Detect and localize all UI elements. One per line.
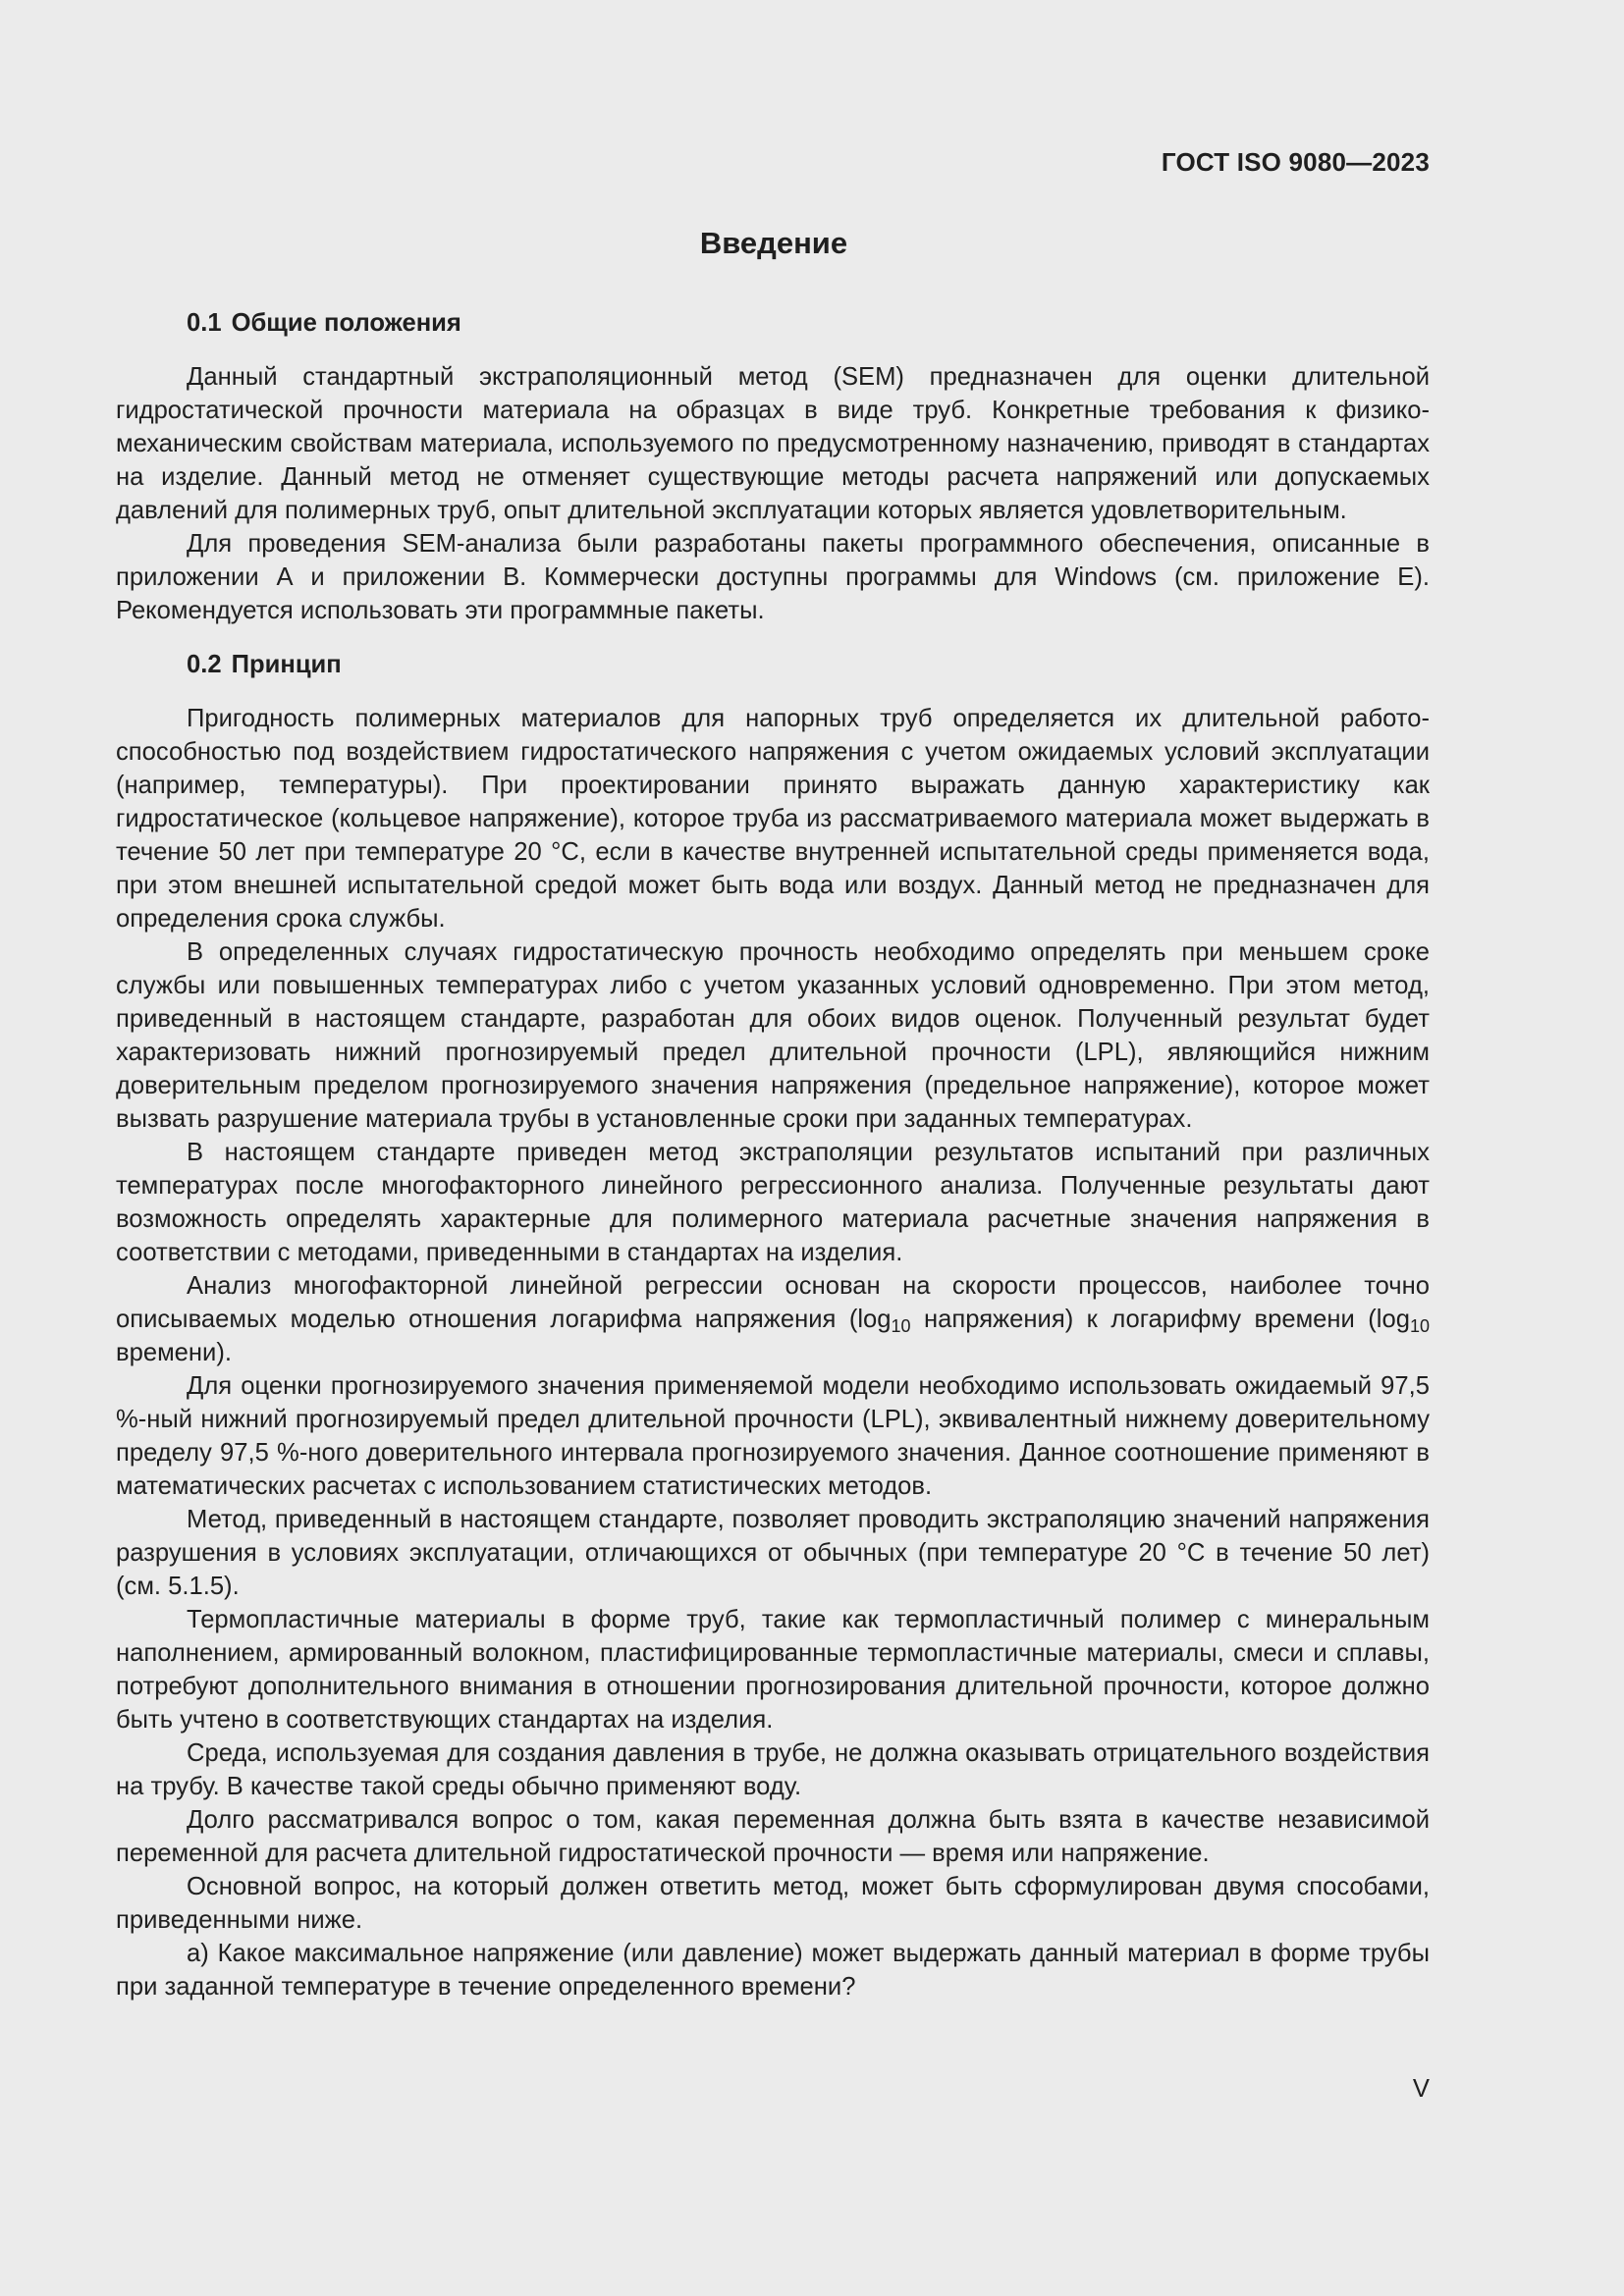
page-title: Введение [699,226,848,260]
paragraph: Термопластичные материалы в форме труб, такие как термопластичный полимер с минеральным наполнением, армированный волокном, пластифицированные термопластичные материалы, смеси и сплавы, потребуют дополнительного внимания в отношении прогнозирования длительной прочности, которое должно быть учтено в соответствующих стандартах на изделия. [116,1606,1430,1734]
section-title: Общие положения [231,309,461,337]
paragraph: Среда, используемая для создания давления в трубе, не должна оказывать отрицательного воздействия на трубу. В качестве такой среды обычно применяют воду. [116,1739,1430,1800]
main-content [116,306,1430,2003]
section-title: Принцип [231,651,342,678]
section-heading-principle [116,648,1430,681]
paragraph: Пригодность полимерных материалов для напорных труб определяется их длительной работоспособностью под воздействием гидростатического напряжения с учетом ожидаемых условий эксплуатации (например, температуры). При проектировании принято выражать данную характеристику как гидростатическое (кольцевое напряжение), которое труба из рассматриваемого материала может выдержать в течение 50 лет при температуре 20 °C, если в качестве внутренней испытательной среды применяется вода, при этом внешней испытательной средой может быть вода или воздух. Данный метод не предназначен для определения срока службы. [116,705,1430,933]
paragraph: В определенных случаях гидростатическую прочность необходимо определять при меньшем сроке службы или повышенных температурах либо с учетом указанных условий одновременно. При этом метод, приведенный в настоящем стандарте, разработан для обоих видов оценок. Полученный результат будет характеризовать нижний прогнозируемый предел длительной прочности (LPL), являющийся нижним доверительным пределом прогнозируемого значения напряжения (предельное напряжение), которое может вызвать разрушение материала трубы в установленные сроки при заданных температурах. [116,938,1430,1133]
paragraph: Для проведения SEM-анализа были разработаны пакеты программного обеспечения, описанные в приложении А и приложении В. Коммерчески доступны программы для Windows (см. приложение Е). Рекомендуется использовать эти программные пакеты. [116,530,1430,624]
text-run: Анализ многофакторной линейной регрессии основан на скорости процессов, наиболее точно описываемых моделью отношения логарифма напряжения (log [116,1272,1430,1333]
section-number: 0.2 [187,651,222,678]
subscript: 10 [1409,1316,1430,1336]
paragraph: Долго рассматривался вопрос о том, какая переменная должна быть взята в качестве независимой переменной для расчета длительной гидростатической прочности — время или напряжение. [116,1806,1430,1867]
paragraph-log-regression [116,1269,1430,1369]
text-run: времени). [116,1339,232,1366]
paragraph: Основной вопрос, на который должен ответить метод, может быть сформулирован двумя способами, приведенными ниже. [116,1873,1430,1934]
subscript: 10 [891,1316,911,1336]
page-number: V [1412,2075,1430,2103]
paragraph: Метод, приведенный в настоящем стандарте, позволяет проводить экстраполяцию значений напряжения разрушения в условиях эксплуатации, отличающихся от обычных (при температуре 20 °C в течение 50 лет) (см. 5.1.5). [116,1506,1430,1600]
section-number: 0.1 [187,309,222,337]
document-code: ГОСТ ISO 9080—2023 [1161,147,1430,177]
list-item-a: а) Какое максимальное напряжение (или давление) может выдержать данный материал в форме трубы при заданной температуре в течение определенного времени? [116,1940,1430,2001]
paragraph: В настоящем стандарте приведен метод экстраполяции результатов испытаний при различных температурах после многофакторного линейного регрессионного анализа. Полученные результаты дают возможность определять характерные для полимерного материала расчетные значения напряжения в соответствии с методами, приведенными в стандартах на изделия. [116,1139,1430,1266]
paragraph: Для оценки прогнозируемого значения применяемой модели необходимо использовать ожидаемый 97,5 %-ный нижний прогнозируемый предел длительной прочности (LPL), эквивалентный нижнему доверительному пределу 97,5 %-ного доверительного интервала прогнозируемого значения. Данное соотношение применяют в математических расчетах с использованием статистических методов. [116,1372,1430,1500]
section-heading-general [116,306,1430,340]
text-run: напряжения) к логарифму времени (log [910,1306,1410,1333]
paragraph: Данный стандартный экстраполяционный метод (SEM) предназначен для оценки длительной гидростатической прочности материала на образцах в виде труб. Конкретные требования к физико-механическим свойствам материала, используемого по предусмотренному назначению, приводят в стандартах на изделие. Данный метод не отменяет существующие методы расчета напряжений или допускаемых давлений для полимерных труб, опыт длительной эксплуатации которых является удовлетворительным. [116,363,1430,524]
